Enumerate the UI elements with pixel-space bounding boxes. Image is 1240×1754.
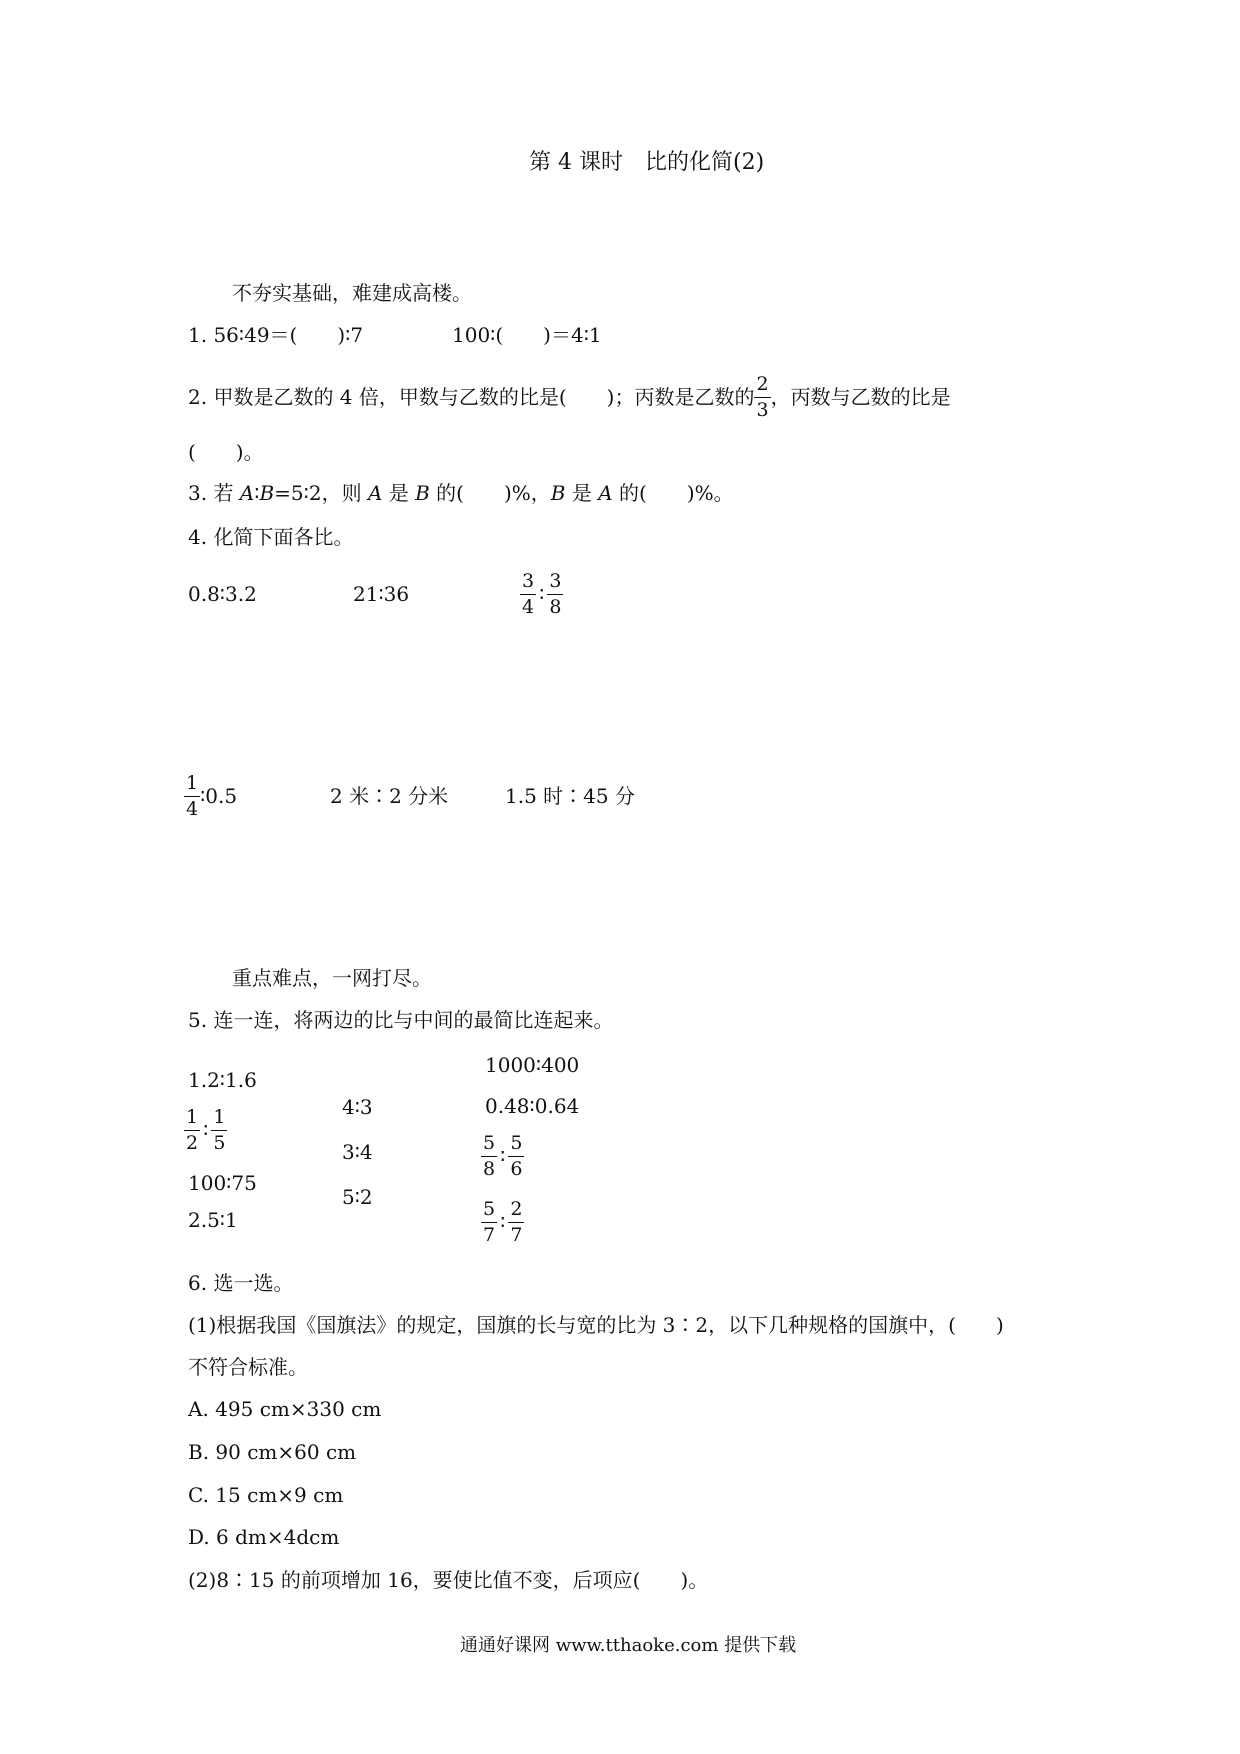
question-6-heading: 6. 选一选。: [188, 1271, 294, 1295]
q3-is: 是: [382, 481, 416, 505]
fraction: [547, 569, 563, 618]
q3-colon: ∶: [254, 481, 260, 505]
q6-sub1-line-2: 不符合标准。: [188, 1355, 308, 1379]
q3-var-a: A: [239, 481, 255, 505]
question-5-heading: 5. 连一连，将两边的比与中间的最简比连起来。: [188, 1008, 614, 1032]
fraction: [184, 771, 200, 820]
ratio-colon: ∶: [500, 1144, 506, 1168]
q5-middle-3: 5∶2: [342, 1185, 373, 1209]
q4-item-5: 2 米∶2 分米: [330, 784, 449, 808]
fraction-numerator: 1: [213, 1105, 226, 1128]
fraction: [508, 1197, 524, 1246]
q3-tail: 的( )%，: [429, 481, 551, 505]
fraction-denominator: 8: [549, 595, 562, 618]
question-3: [188, 483, 734, 503]
fraction: [520, 569, 536, 618]
question-4-heading: 4. 化简下面各比。: [188, 525, 354, 549]
q5-left-4: 2.5∶1: [188, 1208, 238, 1232]
q3-prefix: 3. 若: [188, 481, 240, 505]
q5-left-3: 100∶75: [188, 1171, 257, 1195]
fraction-denominator: 5: [213, 1131, 226, 1154]
q6-option-d: D. 6 dm×4dcm: [188, 1525, 340, 1549]
fraction: [184, 1105, 200, 1154]
question-1-part-1: 1. 56∶49＝( )∶7: [188, 323, 364, 347]
q4-item-6: 1.5 时∶45 分: [505, 784, 635, 808]
q3-var-b: B: [415, 481, 430, 505]
question-1-part-2: 100∶( )＝4∶1: [452, 323, 602, 347]
fraction-denominator: 2: [186, 1131, 199, 1154]
q3-var-b: B: [550, 481, 566, 505]
q4-item-2: 21∶36: [353, 582, 410, 606]
q4-item-3: [520, 568, 563, 620]
q5-right-2: 0.48∶0.64: [485, 1094, 580, 1118]
fraction: [481, 1131, 497, 1180]
fraction-denominator: 7: [483, 1223, 496, 1246]
q6-option-a: A. 495 cm×330 cm: [188, 1397, 382, 1421]
fraction-numerator: 5: [483, 1197, 496, 1220]
fraction-denominator: 6: [510, 1157, 523, 1180]
q3-var-b: B: [259, 481, 275, 505]
fraction-denominator: 4: [522, 595, 535, 618]
q3-var-a: A: [598, 481, 613, 505]
q4-item-4: [184, 770, 237, 822]
fraction-denominator: 8: [483, 1157, 496, 1180]
q5-left-1: 1.2∶1.6: [188, 1068, 257, 1092]
q5-right-1: 1000∶400: [485, 1053, 580, 1077]
fraction-numerator: 3: [549, 569, 562, 592]
section-heading-basics: 不夯实基础，难建成高楼。: [232, 281, 472, 305]
fraction-numerator: 1: [186, 771, 199, 794]
q3-var-a: A: [367, 481, 383, 505]
fraction-denominator: 7: [510, 1223, 523, 1246]
question-2-text-before: 2. 甲数是乙数的 4 倍，甲数与乙数的比是( )；丙数是乙数的: [188, 385, 755, 409]
q5-right-4: [481, 1196, 524, 1248]
q3-is: 是: [565, 481, 599, 505]
fraction-numerator: 3: [522, 569, 535, 592]
fraction: [508, 1131, 524, 1180]
fraction-numerator: 1: [186, 1105, 199, 1128]
page-title: 第 4 课时 比的化简(2): [529, 150, 765, 175]
question-2-line-1: [188, 372, 951, 421]
ratio-colon: ∶: [500, 1210, 506, 1234]
page-footer: 通通好课网 www.tthaoke.com 提供下载: [460, 1635, 797, 1656]
q5-left-2: [184, 1104, 227, 1156]
fraction-denominator: 3: [756, 398, 769, 421]
ratio-tail: ∶0.5: [200, 784, 238, 808]
fraction-numerator: 2: [756, 372, 769, 395]
fraction: [481, 1197, 497, 1246]
ratio-colon: ∶: [203, 1118, 209, 1142]
q5-right-3: [481, 1130, 524, 1182]
question-2-line-2: ( )。: [188, 440, 264, 464]
fraction-denominator: 4: [186, 797, 199, 820]
ratio-colon: ∶: [539, 582, 545, 606]
section-heading-key-points: 重点难点，一网打尽。: [232, 966, 432, 990]
fraction-numerator: 2: [510, 1197, 523, 1220]
fraction-numerator: 5: [483, 1131, 496, 1154]
q5-middle-1: 4∶3: [342, 1095, 373, 1119]
fraction: [211, 1105, 227, 1154]
q6-sub2: (2)8∶15 的前项增加 16，要使比值不变，后项应( )。: [188, 1568, 709, 1592]
q6-option-c: C. 15 cm×9 cm: [188, 1483, 344, 1507]
q4-item-1: 0.8∶3.2: [188, 582, 257, 606]
q3-tail: 的( )%。: [612, 481, 734, 505]
q6-option-b: B. 90 cm×60 cm: [188, 1440, 357, 1464]
fraction-two-thirds: [754, 372, 770, 421]
fraction-numerator: 5: [510, 1131, 523, 1154]
q3-mid: =5∶2，则: [274, 481, 368, 505]
q5-middle-2: 3∶4: [342, 1140, 373, 1164]
q6-sub1-line-1: (1)根据我国《国旗法》的规定，国旗的长与宽的比为 3∶2，以下几种规格的国旗中，( ): [188, 1313, 1004, 1337]
question-2-text-after: ，丙数与乙数的比是: [770, 385, 951, 409]
